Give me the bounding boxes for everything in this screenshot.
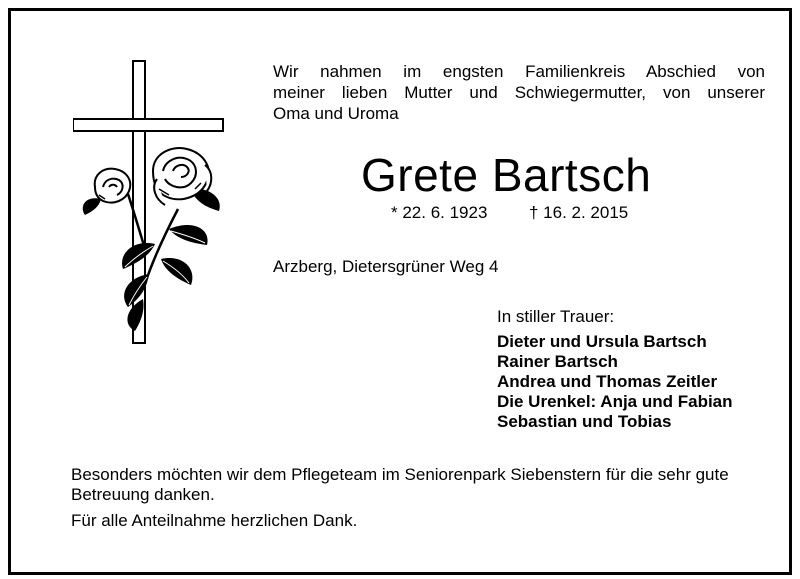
intro-line: Oma und Uroma <box>273 104 399 123</box>
mourner-name: Andrea und Thomas Zeitler <box>497 372 718 391</box>
mourner-name: Dieter und Ursula Bartsch <box>497 332 707 351</box>
obituary-frame <box>8 8 792 575</box>
closing-line: Für alle Anteilnahme herzlichen Dank. <box>71 511 358 530</box>
mourner-name: Die Urenkel: Anja und Fabian <box>497 392 733 411</box>
deceased-name: Grete Bartsch <box>361 149 652 201</box>
intro-text <box>273 61 765 124</box>
mourner-name: Rainer Bartsch <box>497 352 618 371</box>
birth-date: * 22. 6. 1923 <box>391 203 488 222</box>
cross-with-roses-icon <box>73 59 263 349</box>
intro-line: Wir nahmen im engsten Familienkreis Abschied von <box>273 62 765 81</box>
mourner-name: Sebastian und Tobias <box>497 412 672 431</box>
mourners-block <box>497 307 733 432</box>
thanks-block <box>71 465 761 531</box>
thanks-paragraph: Besonders möchten wir dem Pflegeteam im Seniorenpark Siebenstern für die sehr gute Betreuung danken. <box>71 465 729 504</box>
death-date: † 16. 2. 2015 <box>529 203 629 222</box>
mourners-heading: In stiller Trauer: <box>497 307 615 326</box>
address: Arzberg, Dietersgrüner Weg 4 <box>273 257 499 276</box>
intro-line: meiner lieben Mutter und Schwiegermutter, von unserer <box>273 83 765 102</box>
